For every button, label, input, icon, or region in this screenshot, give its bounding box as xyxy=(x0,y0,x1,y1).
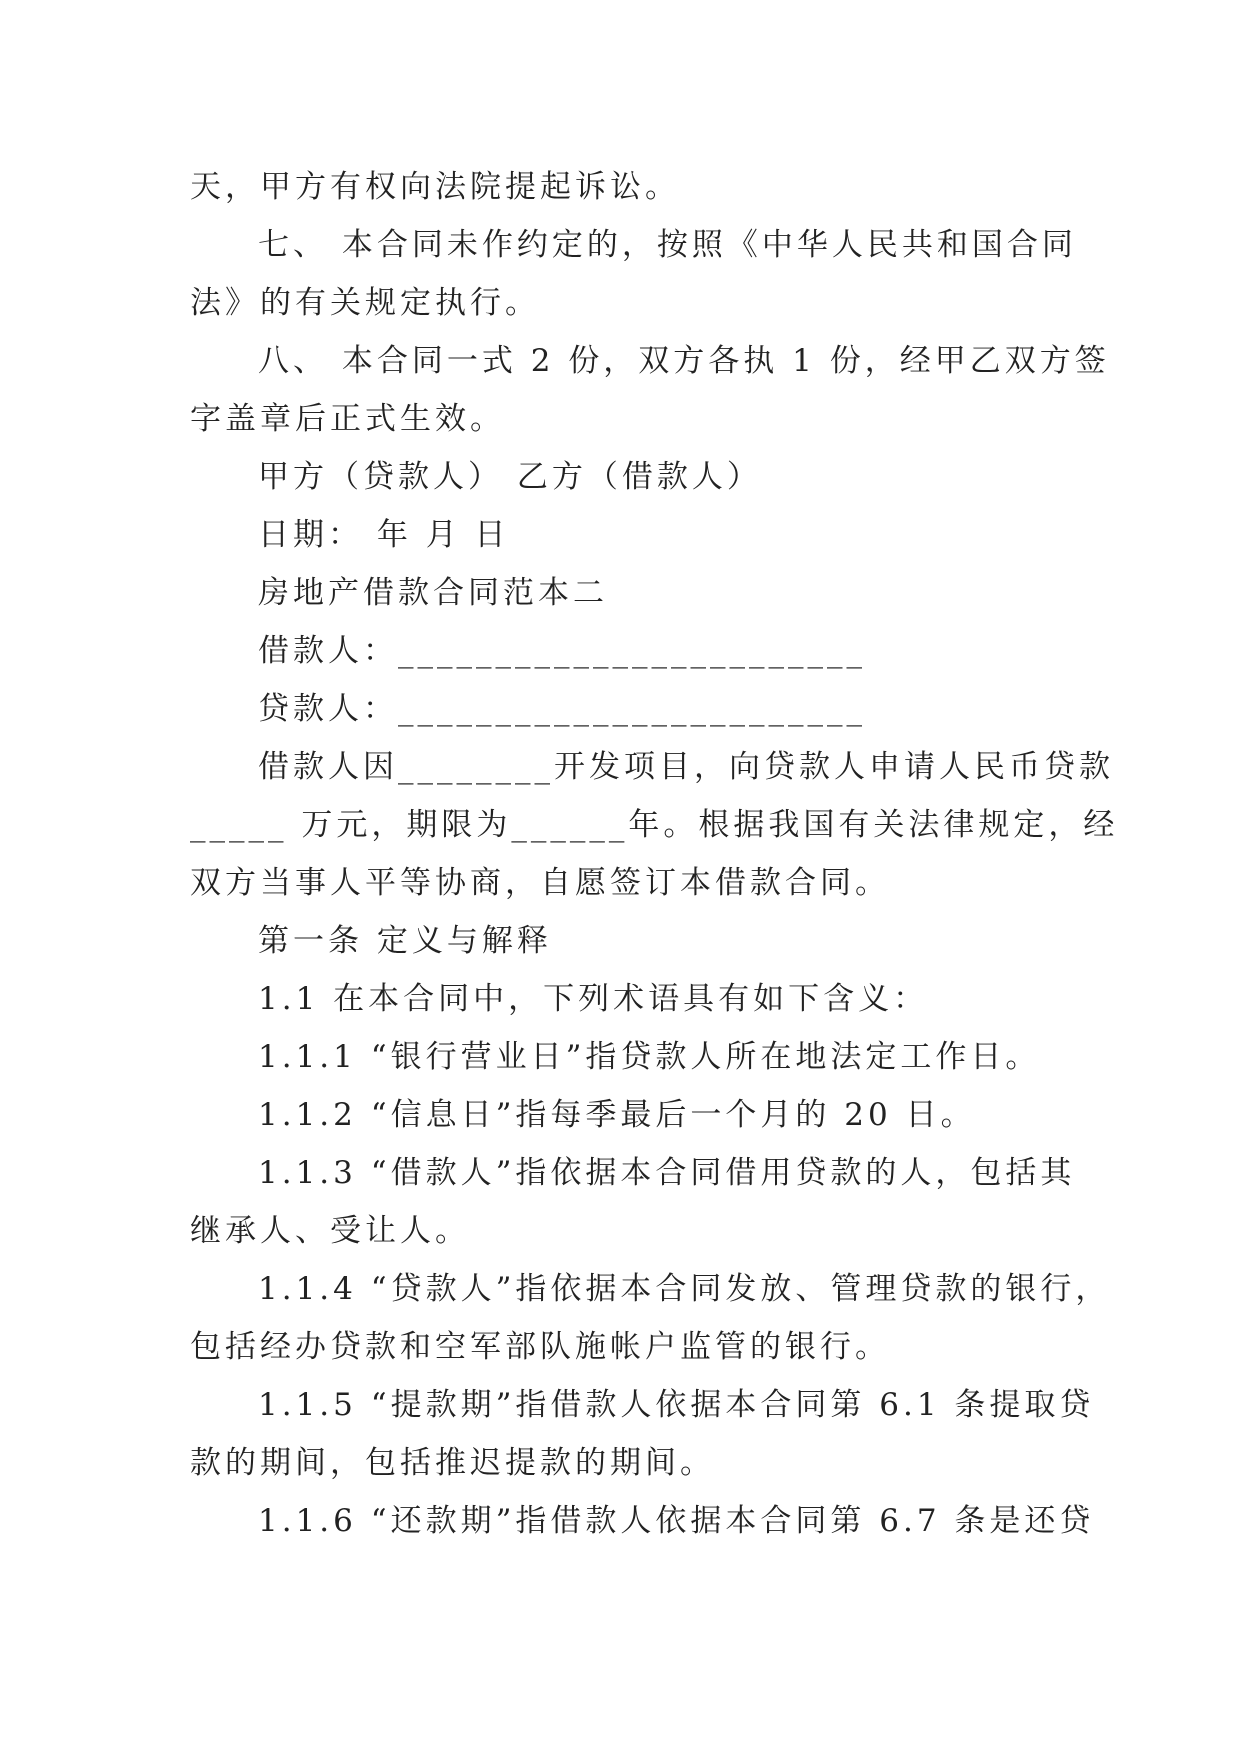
lender-field: 贷款人：________________________ xyxy=(258,691,866,727)
text-line: 继承人、受让人。 xyxy=(190,1213,470,1249)
text-line: 法》的有关规定执行。 xyxy=(190,285,540,321)
borrower-field: 借款人：________________________ xyxy=(258,633,866,669)
clause-line: 1.1.1 “银行营业日”指贷款人所在地法定工作日。 xyxy=(258,1039,1041,1075)
document-body xyxy=(190,158,1119,1550)
text-line: _____ 万元，期限为______年。根据我国有关法律规定，经 xyxy=(190,807,1119,843)
text-line: 七、 本合同未作约定的，按照《中华人民共和国合同 xyxy=(258,227,1077,263)
clause-line: 1.1 在本合同中，下列术语具有如下含义： xyxy=(258,981,929,1017)
section-heading: 房地产借款合同范本二 xyxy=(258,575,608,611)
clause-line: 1.1.6 “还款期”指借款人依据本合同第 6.7 条是还贷 xyxy=(258,1503,1095,1539)
text-line: 包括经办贷款和空军部队施帐户监管的银行。 xyxy=(190,1329,890,1365)
clause-line: 1.1.5 “提款期”指借款人依据本合同第 6.1 条提取贷 xyxy=(258,1387,1095,1423)
clause-line: 1.1.3 “借款人”指依据本合同借用贷款的人，包括其 xyxy=(258,1155,1076,1191)
clause-line: 1.1.4 “贷款人”指依据本合同发放、管理贷款的银行， xyxy=(258,1271,1111,1307)
text-line: 借款人因________开发项目，向贷款人申请人民币贷款 xyxy=(258,749,1114,785)
article-heading: 第一条 定义与解释 xyxy=(258,923,552,959)
text-line: 八、 本合同一式 2 份，双方各执 1 份，经甲乙双方签 xyxy=(258,343,1110,379)
date-line: 日期： 年 月 日 xyxy=(258,517,510,553)
text-line: 双方当事人平等协商，自愿签订本借款合同。 xyxy=(190,865,890,901)
clause-line: 1.1.2 “信息日”指每季最后一个月的 20 日。 xyxy=(258,1097,976,1133)
text-line: 款的期间，包括推迟提款的期间。 xyxy=(190,1445,715,1481)
text-line: 字盖章后正式生效。 xyxy=(190,401,505,437)
signature-parties-line: 甲方（贷款人） 乙方（借款人） xyxy=(258,459,762,495)
text-line: 天，甲方有权向法院提起诉讼。 xyxy=(190,169,680,205)
